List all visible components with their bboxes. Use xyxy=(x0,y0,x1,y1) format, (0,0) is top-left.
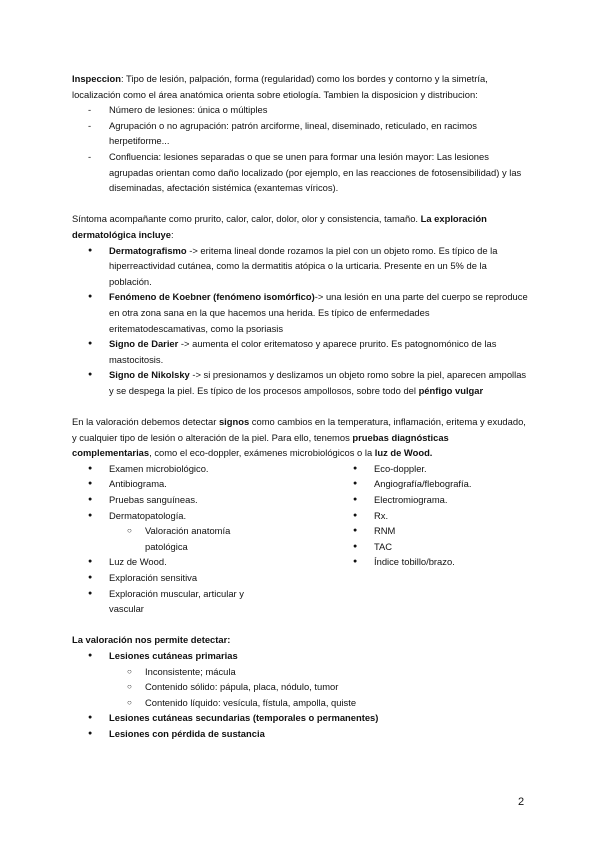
secundarias-label: Lesiones cutáneas secundarias (temporales o permanentes) xyxy=(109,712,379,724)
inspeccion-list xyxy=(72,102,528,196)
sign-text: -> una lesión en una parte del cuerpo se reproduce en otra zona sana en la que hacemos una herida. Es típico de enfermedades eritematodescamativas, como la psoriasis xyxy=(109,291,528,334)
sintoma-text: Síntoma acompañante como prurito, calor, calor, dolor, olor y consistencia, tamaño. xyxy=(72,213,421,225)
detectar-list xyxy=(72,648,528,742)
sign-text: -> si presionamos y deslizamos un objeto romo sobre la piel, aparecen ampollas y se despega la piel. Es típico de los procesos ampollosos, sobre todo del xyxy=(109,369,527,396)
signs-list xyxy=(72,243,528,399)
valoracion-paragraph xyxy=(72,414,528,461)
valoracion-text: como cambios en la temperatura, inflamación, eritema y exudado, y cualquier tipo de lesión o alteración de la piel. Para ello, tenemos xyxy=(72,416,526,443)
list-item xyxy=(109,726,528,742)
primarias-sublist xyxy=(109,664,528,711)
tests-left-column xyxy=(72,461,337,617)
list-item xyxy=(109,648,528,710)
list-item: ● Índice tobillo/brazo. xyxy=(374,554,527,570)
valoracion-bold: pruebas diagnósticas complementarias xyxy=(72,431,449,459)
sign-name: Fenómeno de Koebner (fenómeno isomórfico) xyxy=(109,291,315,303)
sign-item xyxy=(109,367,528,398)
list-item: ● Pruebas sanguíneas. xyxy=(109,492,337,508)
detectar-title xyxy=(72,632,528,648)
sintoma-colon: : xyxy=(171,228,174,240)
list-item: ● Rx. xyxy=(374,508,527,524)
inspeccion-label: Inspeccion xyxy=(72,73,121,84)
sintoma-paragraph xyxy=(72,211,528,242)
sign-name: Signo de Darier xyxy=(109,338,179,350)
list-item: ● Angiografía/flebografía. xyxy=(374,476,527,492)
sub-list-item: ○ Contenido sólido: pápula, placa, nódulo, tumor xyxy=(145,679,528,695)
perdida-label: Lesiones con pérdida de sustancia xyxy=(109,727,265,739)
sign-item xyxy=(109,336,528,367)
sign-name: Signo de Nikolsky xyxy=(109,369,190,381)
list-item xyxy=(109,508,337,555)
sign-item xyxy=(109,243,528,290)
tests-right-list xyxy=(337,461,527,570)
list-item-text: Dermatopatología. xyxy=(109,509,187,521)
tests-columns xyxy=(72,461,528,617)
sub-list xyxy=(109,523,265,554)
list-item: ● TAC xyxy=(374,539,527,555)
sub-list-item: ○ Contenido líquido: vesícula, fístula, ampolla, quiste xyxy=(145,695,528,711)
list-item: ● Exploración muscular, articular y vascular xyxy=(109,586,259,617)
list-item: ● Examen microbiológico. xyxy=(109,461,337,477)
list-item: - Confluencia: lesiones separadas o que se unen para formar una lesión mayor: Las lesiones agrupadas orientan como daño localizado (por ejemplo, en las reacciones de fotosensibilidad) y las diseminadas, afectación sistémica (exantemas víricos). xyxy=(109,149,528,196)
list-item: ● RNM xyxy=(374,523,527,539)
sign-name: Dermatografismo xyxy=(109,244,187,256)
page-content xyxy=(72,71,528,742)
sub-list-item: ○ Inconsistente; mácula xyxy=(145,664,528,680)
valoracion-bold: luz de Wood. xyxy=(374,447,433,459)
sign-item xyxy=(109,289,528,336)
tests-right-column xyxy=(337,461,527,617)
sign-text: -> aumenta el color eritematoso y aparece prurito. Es patognomónico de las mastocitosis. xyxy=(109,338,497,365)
page-number: 2 xyxy=(518,796,525,808)
valoracion-text: En la valoración debemos detectar xyxy=(72,416,219,428)
sintoma-bold: La exploración dermatológica incluye xyxy=(72,213,487,240)
list-item: - Número de lesiones: única o múltiples xyxy=(109,102,528,118)
tests-left-list xyxy=(72,461,337,617)
valoracion-text: , como el eco-doppler, exámenes microbiológicos o la xyxy=(149,447,375,459)
list-item: ● Antibiograma. xyxy=(109,476,337,492)
primarias-label: Lesiones cutáneas primarias xyxy=(109,649,238,661)
sign-tail-bold: pénfigo vulgar xyxy=(418,384,484,396)
detectar-title-text: La valoración nos permite detectar: xyxy=(72,634,231,646)
list-item: ● Electromiograma. xyxy=(374,492,527,508)
list-item: ● Eco-doppler. xyxy=(374,461,527,477)
inspeccion-text: : Tipo de lesión, palpación, forma (regularidad) como los bordes y contorno y la simetría, localización como el área anatómica orienta sobre etiología. Tambien la disposicion y distribucion: xyxy=(72,73,488,100)
sub-list-item: ○ Valoración anatomía patológica xyxy=(145,523,265,554)
list-item: ● Exploración sensitiva xyxy=(109,570,337,586)
list-item: - Agrupación o no agrupación: patrón arciforme, lineal, diseminado, reticulado, en racimos herpetiforme... xyxy=(109,118,528,149)
sign-text: -> eritema lineal donde rozamos la piel con un objeto romo. Es típico de la hiperreactividad cutánea, como la dermatitis atópica o la urticaria. Presente en un 5% de la población. xyxy=(109,244,498,287)
list-item: ● Luz de Wood. xyxy=(109,554,337,570)
list-item xyxy=(109,710,528,726)
valoracion-bold: signos xyxy=(218,416,250,428)
inspeccion-paragraph xyxy=(72,71,528,102)
